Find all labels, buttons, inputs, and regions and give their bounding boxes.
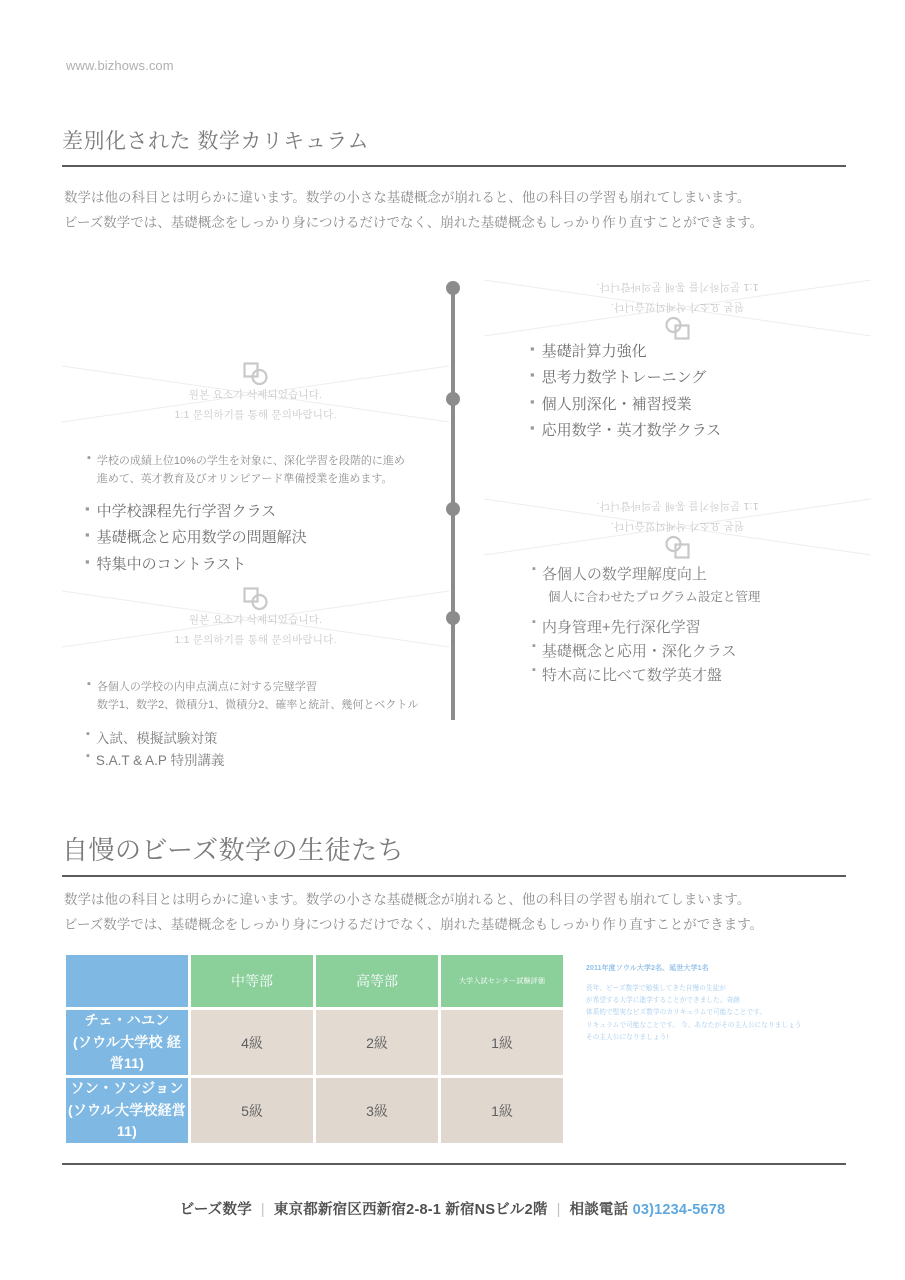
list-item-label: 各個人の数学理解度向上	[541, 566, 707, 583]
achievement-note-line-4: リキュラムで可能なことです。 今、あなたがその主人公になりましょう	[586, 1021, 802, 1029]
placeholder-line-1: 원본 요소가 삭제되었습니다.	[610, 301, 745, 313]
list-item-label: 中学校課程先行学習クラス	[96, 503, 277, 520]
list-item-label: 思考力数学トレーニング	[541, 369, 707, 387]
table-header-row	[66, 955, 563, 1007]
timeline-dot-1	[446, 281, 460, 295]
list-item	[532, 616, 842, 640]
list-item-label: 入試、模擬試験対策	[95, 731, 218, 746]
table-cell-value: 1級	[441, 1078, 563, 1143]
note-item	[87, 452, 422, 488]
bullet-icon: ▪	[86, 749, 90, 762]
list-item-label: 基礎計算力強化	[541, 343, 647, 360]
placeholder-content-4	[62, 585, 449, 673]
bullet-icon: ▪	[85, 501, 90, 516]
list-item	[532, 664, 842, 688]
placeholder-line-1: 원본 요소가 삭제되었습니다.	[610, 520, 745, 532]
bullet-icon: ▪	[530, 419, 535, 435]
results-table	[63, 952, 566, 1146]
section-2-lead-line-2: ビーズ数学では、基礎概念をしっかり身につけるだけでなく、崩れた基礎概念もしっかり作り直すことができます。	[64, 916, 764, 932]
bullet-icon: ▪	[85, 527, 90, 543]
bullet-icon: ▪	[86, 728, 90, 740]
deleted-element-placeholder-3	[484, 473, 871, 561]
student-school: (ソウル大学校経営11)	[67, 1101, 187, 1140]
list-item	[530, 419, 840, 443]
section-2-lead-line-1: 数学は他の科目とは明らかに違います。数学の小さな基礎概念が崩れると、他の科目の学習も崩れてしまいます。	[64, 892, 751, 907]
footer-phone-label: 相談電話	[569, 1202, 629, 1218]
timeline-block-2-list	[85, 500, 425, 579]
table-row-name	[66, 1078, 188, 1143]
list-item	[86, 750, 426, 772]
achievement-note	[586, 963, 836, 1044]
achievement-note-line-2: が希望する大学に進学することができました。奇跡	[586, 997, 740, 1005]
note-line-1: 学校の成績上位10%の学生を対象に、深化学習を段階的に進め	[96, 455, 405, 467]
table-row	[66, 1078, 563, 1143]
footer-separator-1: |	[260, 1202, 265, 1218]
note-line-1: 各個人の学校の内申点満点に対する完璧学習	[96, 681, 317, 693]
footer	[0, 1198, 905, 1219]
achievement-note-line-5: その主人公になりましょう!	[586, 1033, 669, 1041]
section-1-header	[62, 125, 846, 167]
achievement-note-line-1: 長年、ビーズ数学で勉強してきた自慢の生徒が	[586, 984, 726, 992]
student-name: ソン・ソンジョン	[70, 1080, 184, 1097]
deleted-element-placeholder-2	[62, 360, 449, 448]
spacer	[532, 608, 842, 616]
placeholder-line-1: 원본 요소가 삭제되었습니다.	[188, 614, 323, 626]
placeholder-line-2: 1:1 문의하기를 통해 문의바랍니다.	[596, 281, 759, 294]
placeholder-line-1: 원본 요소가 삭제되었습니다.	[188, 389, 323, 401]
bullet-icon: ▪	[532, 616, 536, 629]
deleted-element-placeholder-4	[62, 585, 449, 673]
list-item	[530, 340, 840, 364]
timeline-block-4-note	[87, 678, 432, 714]
bullet-icon: ▪	[530, 367, 535, 383]
deleted-element-icon	[243, 362, 269, 386]
section-2-title: 自慢のビーズ数学の生徒たち	[62, 835, 405, 865]
section-2-header	[62, 830, 846, 877]
bullet-icon: ▪	[87, 678, 91, 690]
list-item	[85, 526, 425, 550]
note-item	[87, 678, 432, 714]
footer-separator-2: |	[556, 1202, 561, 1218]
table-cell-value: 3級	[316, 1078, 438, 1143]
placeholder-line-2: 1:1 문의하기를 통해 문의바랍니다.	[174, 408, 337, 421]
footer-divider	[62, 1163, 846, 1165]
list-item-label: S.A.T & A.P 特別講義	[95, 752, 225, 768]
list-item	[85, 500, 425, 524]
section-1-lead-line-2: ビーズ数学では、基礎概念をしっかり身につけるだけでなく、崩れた基礎概念もしっかり作り直すことができます。	[64, 214, 764, 230]
section-1-title: 差別化された 数学カリキュラム	[62, 130, 370, 153]
table-cell-value: 2級	[316, 1010, 438, 1075]
footer-phone-number[interactable]: 03)1234-5678	[632, 1202, 726, 1218]
bullet-icon: ▪	[85, 553, 90, 569]
bullet-icon: ▪	[532, 640, 536, 653]
site-url: www.bizhows.com	[66, 58, 174, 73]
table-header-middle-school: 中等部	[191, 955, 313, 1007]
table-cell-value: 5級	[191, 1078, 313, 1143]
section-2-divider	[62, 875, 846, 877]
section-2-lead	[64, 888, 864, 938]
placeholder-content-1	[484, 254, 871, 342]
placeholder-line-2: 1:1 문의하기를 통해 문의바랍니다.	[174, 633, 337, 646]
placeholder-content-3	[484, 473, 871, 561]
bullet-icon: ▪	[530, 393, 535, 409]
timeline-block-2-note	[87, 452, 422, 488]
list-item-label: 個人別深化・補習授業	[541, 395, 692, 413]
placeholder-content-2	[62, 360, 449, 448]
table-cell-value: 4級	[191, 1010, 313, 1075]
list-item-label: 内身管理+先行深化学習	[541, 619, 701, 637]
deleted-element-placeholder-1	[484, 254, 871, 342]
deleted-element-icon	[665, 316, 691, 340]
list-item-label: 特集中のコントラスト	[96, 555, 247, 573]
list-item	[85, 553, 425, 577]
list-item	[86, 728, 426, 750]
timeline-dot-3	[446, 502, 460, 516]
table-row-name	[66, 1010, 188, 1075]
list-item	[532, 640, 842, 664]
list-item-label: 基礎概念と応用数学の問題解決	[96, 529, 307, 547]
table-row	[66, 1010, 563, 1075]
section-1-lead-line-1: 数学は他の科目とは明らかに違います。数学の小さな基礎概念が崩れると、他の科目の学習も崩れてしまいます。	[64, 190, 751, 205]
achievement-note-title: 2011年度ソウル大学2名、延世大学1名	[586, 965, 709, 972]
section-1-lead	[64, 186, 864, 236]
table-cell-value: 1級	[441, 1010, 563, 1075]
footer-brand: ビーズ数学	[179, 1202, 252, 1218]
achievement-note-line-3: 体系的で堅実なビズ数学のカリキュラムで可能なことです。	[586, 1009, 767, 1017]
list-item-label: 応用数学・英才数学クラス	[541, 421, 722, 439]
student-school: (ソウル大学校 経営11)	[73, 1033, 181, 1072]
table-header-high-school: 高等部	[316, 955, 438, 1007]
deleted-element-icon	[243, 587, 269, 611]
bullet-icon: ▪	[532, 664, 536, 677]
note-line-2: 進めて、英才教育及びオリンピアード準備授業を進めます。	[96, 473, 393, 486]
bullet-icon: ▪	[532, 563, 536, 575]
note-line-2: 数学1、数学2、微積分1、微積分2、確率と統計、幾何とベクトル	[96, 699, 419, 712]
placeholder-line-2: 1:1 문의하기를 통해 문의바랍니다.	[596, 500, 759, 513]
timeline-block-4-list	[86, 728, 426, 771]
bullet-icon: ▪	[87, 452, 91, 464]
list-item	[530, 393, 840, 417]
section-1-divider	[62, 165, 846, 167]
list-item	[532, 563, 842, 587]
list-item	[530, 366, 840, 390]
footer-address: 東京都新宿区西新宿2-8-1 新宿NSビル2階	[273, 1202, 548, 1218]
list-item-label: 特木高に比べて数学英才盤	[541, 667, 722, 685]
timeline-block-3-subline: 個人に合わせたプログラム設定と管理	[548, 590, 761, 604]
timeline-block-1-list	[530, 340, 840, 445]
bullet-icon: ▪	[530, 341, 535, 356]
timeline-block-3-list	[532, 563, 842, 688]
student-name: チェ・ハユン	[84, 1012, 170, 1028]
table-header-blank	[66, 955, 188, 1007]
list-item-label: 基礎概念と応用・深化クラス	[541, 643, 737, 661]
deleted-element-icon	[665, 535, 691, 559]
table-header-center-exam: 大学入試センター試験評価	[441, 955, 563, 1007]
